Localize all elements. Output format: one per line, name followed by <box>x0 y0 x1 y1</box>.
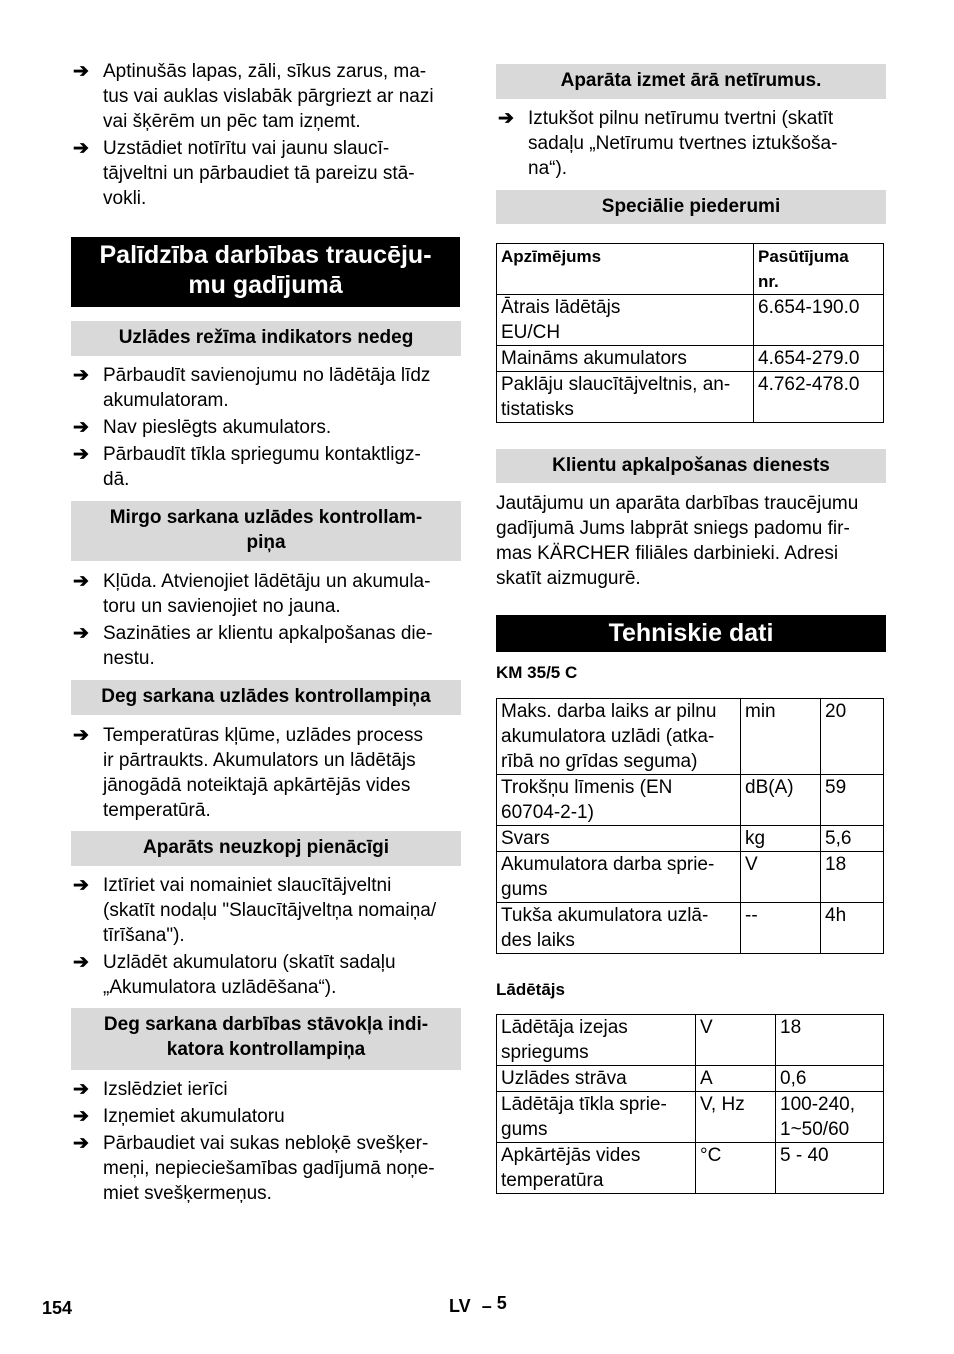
table-cell: 5,6 <box>821 826 884 852</box>
table-cell: Maināms akumulators <box>497 346 754 372</box>
table-row <box>497 699 884 775</box>
arrow-right-icon: ➔ <box>73 1079 89 1100</box>
model-label: KM 35/5 C <box>496 663 578 682</box>
list-item: ➔ Uzstādiet notīrītu vai jaunu slaucī- tājveltni un pārbaudiet tā pareizu stā- vokli. <box>73 138 415 209</box>
table-cell: Svars <box>497 826 741 852</box>
section-bullets <box>71 569 461 673</box>
list-item: ➔ Pārbaudīt tīkla spriegumu kontaktligz- dā. <box>73 444 421 490</box>
arrow-right-icon: ➔ <box>73 138 89 159</box>
section-heading: Mirgo sarkana uzlādes kontrollam- piņa <box>71 501 461 561</box>
arrow-right-icon: ➔ <box>73 571 89 592</box>
table-cell: 4.762-478.0 <box>754 372 884 423</box>
arrow-right-icon: ➔ <box>73 365 89 386</box>
list-item: ➔ Aptinušās lapas, zāli, sīkus zarus, ma- tus vai auklas vislabāk pārgriezt ar nazi vai šķērēm un pēc tam izņemt. <box>73 61 434 132</box>
list-item: ➔ Nav pieslēgts akumulators. <box>73 417 332 438</box>
table-cell: 4.654-279.0 <box>754 346 884 372</box>
table-header: Pasūtījuma nr. <box>754 244 884 295</box>
section-heading: Aparāts neuzkopj pienācīgi <box>71 831 461 866</box>
arrow-right-icon: ➔ <box>73 725 89 746</box>
table-cell: Akumulatora darba sprie- gums <box>497 852 741 903</box>
table-cell: Lādētāja izejas spriegums <box>497 1015 696 1066</box>
table-cell: Maks. darba laiks ar pilnu akumulatora uzlādi (atka- rībā no grīdas seguma) <box>497 699 741 775</box>
table-row <box>497 1143 884 1194</box>
list-item: ➔ Iztukšot pilnu netīrumu tvertni (skatīt sadaļu „Netīrumu tvertnes iztukšoša- na“). <box>498 108 838 179</box>
table-header: Apzīmējums <box>497 244 754 295</box>
section-heading: Speciālie piederumi <box>496 190 886 224</box>
arrow-right-icon: ➔ <box>73 1106 89 1127</box>
list-item: ➔ Sazināties ar klientu apkalpošanas die- nestu. <box>73 623 433 669</box>
sub-page-number: 5 <box>496 1293 507 1313</box>
table-cell: 18 <box>776 1015 884 1066</box>
troubleshooting-heading: Palīdzība darbības traucēju- mu gadījumā <box>71 237 460 307</box>
section-bullets <box>71 1077 461 1208</box>
charger-table <box>496 1014 884 1194</box>
table-row <box>497 346 884 372</box>
arrow-right-icon: ➔ <box>73 417 89 438</box>
table-cell: Paklāju slaucītājveltnis, an- tistatisks <box>497 372 754 423</box>
table-cell: A <box>696 1066 776 1092</box>
section-bullets <box>71 363 461 494</box>
table-row <box>497 295 884 346</box>
accessories-table <box>496 243 884 423</box>
language-code: LV <box>449 1296 471 1316</box>
table-row <box>497 372 884 423</box>
list-item: ➔ Uzlādēt akumulatoru (skatīt sadaļu „Akumulatora uzlādēšana“). <box>73 952 396 998</box>
table-cell: 0,6 <box>776 1066 884 1092</box>
list-item: ➔ Temperatūras kļūme, uzlādes process ir pārtraukts. Akumulators un lādētājs jānogādā noteiktajā apkārtējās vides temperatūrā. <box>73 725 423 821</box>
table-cell: -- <box>741 903 821 954</box>
table-cell: 59 <box>821 775 884 826</box>
arrow-right-icon: ➔ <box>73 623 89 644</box>
table-row <box>497 826 884 852</box>
intro-bullets <box>71 59 461 213</box>
arrow-right-icon: ➔ <box>73 875 89 896</box>
list-item: ➔ Izņemiet akumulatoru <box>73 1106 285 1127</box>
section-bullets <box>71 723 461 825</box>
list-item: ➔ Pārbaudiet vai sukas nebloķē svešķer- meņi, nepieciešamības gadījumā noņe- miet svešķermeņus. <box>73 1133 435 1204</box>
tech-data-heading: Tehniskie dati <box>496 615 886 652</box>
page-number: 154 <box>42 1298 73 1318</box>
table-cell: Apkārtējās vides temperatūra <box>497 1143 696 1194</box>
table-cell: kg <box>741 826 821 852</box>
list-item: ➔ Iztīriet vai nomainiet slaucītājveltni (skatīt nodaļu "Slaucītājveltņa nomaiņa/ tīrīšana"). <box>73 875 437 946</box>
table-cell: 20 <box>821 699 884 775</box>
table-row <box>497 1092 884 1143</box>
separator: – <box>481 1296 492 1316</box>
table-row <box>497 852 884 903</box>
charger-label: Lādētājs <box>496 980 565 999</box>
list-item: ➔ Kļūda. Atvienojiet lādētāju un akumula- toru un savienojiet no jauna. <box>73 571 431 617</box>
page-footer-lang <box>449 1293 507 1317</box>
table-row <box>497 903 884 954</box>
arrow-right-icon: ➔ <box>73 1133 89 1154</box>
table-cell: dB(A) <box>741 775 821 826</box>
section-heading: Klientu apkalpošanas dienests <box>496 449 886 483</box>
table-cell: Tukša akumulatora uzlā- des laiks <box>497 903 741 954</box>
table-row <box>497 1015 884 1066</box>
list-item: ➔ Izslēdziet ierīci <box>73 1079 228 1100</box>
section-heading: Deg sarkana uzlādes kontrollampiņa <box>71 680 461 715</box>
table-cell: 18 <box>821 852 884 903</box>
arrow-right-icon: ➔ <box>498 108 514 129</box>
table-cell: 6.654-190.0 <box>754 295 884 346</box>
table-cell: min <box>741 699 821 775</box>
table-cell: 4h <box>821 903 884 954</box>
section-bullets <box>71 873 461 1002</box>
table-cell: °C <box>696 1143 776 1194</box>
arrow-right-icon: ➔ <box>73 444 89 465</box>
table-cell: Lādētāja tīkla sprie- gums <box>497 1092 696 1143</box>
arrow-right-icon: ➔ <box>73 952 89 973</box>
table-cell: Uzlādes strāva <box>497 1066 696 1092</box>
tech-data-table <box>496 698 884 954</box>
service-text: Jautājumu un aparāta darbības traucējumu gadījumā Jums labprāt sniegs padomu fir- mas KÄRCHER filiāles darbinieki. Adresi skatīt aizmugurē. <box>496 493 859 589</box>
table-cell: Trokšņu līmenis (EN 60704-2-1) <box>497 775 741 826</box>
table-cell: Ātrais lādētājs EU/CH <box>497 295 754 346</box>
section-bullets <box>496 106 886 183</box>
table-cell: V <box>741 852 821 903</box>
table-cell: 5 - 40 <box>776 1143 884 1194</box>
section-heading: Uzlādes režīma indikators nedeg <box>71 321 461 356</box>
section-heading: Deg sarkana darbības stāvokļa indi- katora kontrollampiņa <box>71 1008 461 1070</box>
table-header-row <box>497 244 884 295</box>
table-row <box>497 1066 884 1092</box>
table-cell: V <box>696 1015 776 1066</box>
table-row <box>497 775 884 826</box>
section-heading: Aparāta izmet ārā netīrumus. <box>496 64 886 99</box>
list-item: ➔ Pārbaudīt savienojumu no lādētāja līdz akumulatoram. <box>73 365 431 411</box>
table-cell: V, Hz <box>696 1092 776 1143</box>
arrow-right-icon: ➔ <box>73 61 89 82</box>
table-cell: 100-240, 1~50/60 <box>776 1092 884 1143</box>
